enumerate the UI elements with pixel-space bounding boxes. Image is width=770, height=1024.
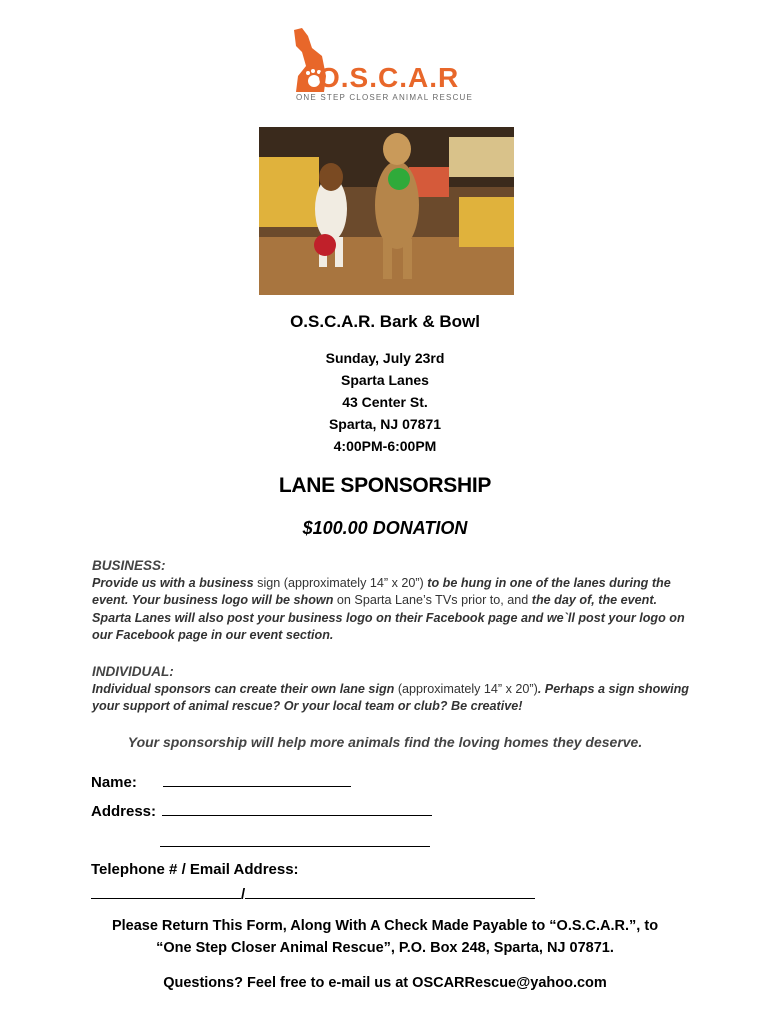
address-input-line-2[interactable] (160, 832, 430, 847)
logo-wordmark: O.S.C.A.R (318, 62, 460, 93)
name-input-line[interactable] (163, 772, 351, 787)
address-field[interactable] (91, 801, 432, 820)
event-time: 4:00PM-6:00PM (333, 438, 437, 454)
individual-label: INDIVIDUAL: (92, 664, 174, 679)
address-field-line-2[interactable] (160, 832, 430, 851)
event-venue: Sparta Lanes (341, 372, 429, 388)
phone-email-label: Telephone # / Email Address: (91, 861, 299, 878)
dogs-bowling-photo (259, 127, 514, 295)
telephone-input-line[interactable] (91, 884, 241, 899)
event-date: Sunday, July 23rd (325, 350, 445, 366)
phone-email-separator: / (241, 886, 246, 903)
return-instructions-line2: “One Step Closer Animal Rescue”, P.O. Box 248, Sparta, NJ 07871. (156, 940, 614, 956)
business-label: BUSINESS: (92, 558, 166, 573)
business-description: Provide us with a business sign (approximately 14” x 20”) to be hung in one of the lanes during the event. Your business logo will be shown on Sparta Lane’s TVs prior to, and the day of, the event. Sparta Lanes will also post your business logo on their Facebook page and we`ll post your logo on our Facebook page in our event section. (92, 575, 685, 642)
individual-section (92, 663, 692, 716)
donation-amount: $100.00 DONATION (302, 518, 468, 538)
individual-description: Individual sponsors can create their own lane sign (approximately 14” x 20”). Perhaps a sign showing your support of animal rescue? Or your local team or club? Be creative! (92, 681, 689, 713)
sponsorship-tagline: Your sponsorship will help more animals find the loving homes they deserve. (127, 734, 643, 750)
contact-email-line: Questions? Feel free to e-mail us at OSCARRescue@yahoo.com (163, 975, 607, 991)
event-street: 43 Center St. (342, 394, 428, 410)
business-section (92, 557, 692, 645)
sponsorship-heading: LANE SPONSORSHIP (278, 474, 492, 497)
logo-tagline: ONE STEP CLOSER ANIMAL RESCUE (296, 93, 474, 102)
address-input-line-1[interactable] (162, 801, 432, 816)
name-field[interactable] (91, 772, 351, 791)
address-label: Address: (91, 803, 157, 820)
name-label: Name: (91, 774, 137, 791)
red-bowling-ball (314, 234, 336, 256)
green-bowling-ball (388, 168, 410, 190)
event-city: Sparta, NJ 07871 (328, 416, 442, 432)
email-input-line[interactable] (245, 884, 535, 899)
event-title: O.S.C.A.R. Bark & Bowl (290, 312, 480, 331)
phone-email-field[interactable] (91, 884, 535, 903)
return-instructions-line1: Please Return This Form, Along With A Check Made Payable to “O.S.C.A.R.”, to (111, 918, 659, 934)
